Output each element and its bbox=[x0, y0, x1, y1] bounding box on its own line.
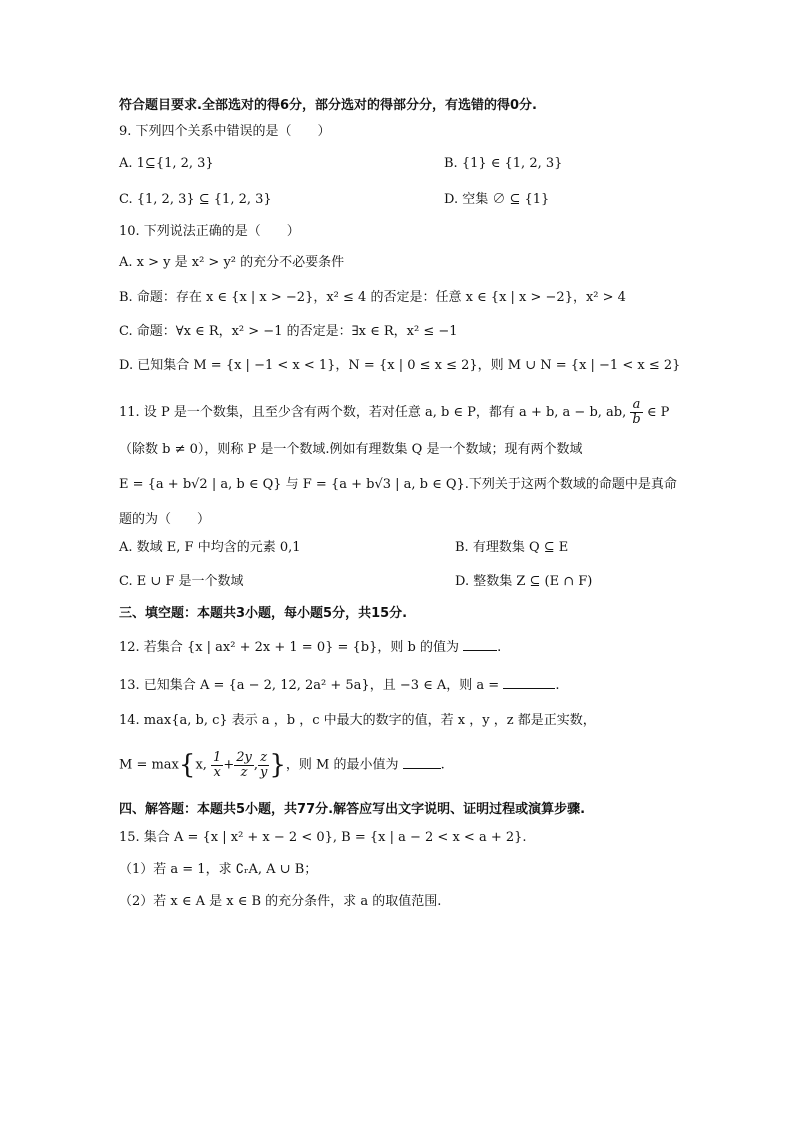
q12-answer-blank bbox=[463, 636, 497, 651]
q14-answer-blank bbox=[403, 754, 441, 769]
q11-set-f: F = {a + b√3 | a, b ∈ Q} bbox=[302, 477, 465, 492]
q14-frac-3 bbox=[258, 751, 269, 780]
q14-line2 bbox=[119, 750, 445, 781]
q14-line2-tail: ，则 M 的最小值为 bbox=[285, 757, 399, 773]
q10-option-b: B. 命题：存在 x ∈ {x | x > −2}，x² ≤ 4 的否定是：任意 x ∈ {x | x > −2}，x² > 4 bbox=[119, 290, 626, 305]
q14-plus: + bbox=[223, 757, 235, 773]
q13 bbox=[119, 674, 559, 696]
q14-left-brace: { bbox=[178, 750, 196, 780]
q15-part-1: （1）若 a = 1，求 ∁ᵣA, A ∪ B； bbox=[119, 862, 318, 877]
q11-line3 bbox=[119, 475, 677, 495]
q11-line2: （除数 b ≠ 0），则称 P 是一个数域.例如有理数集 Q 是一个数域；现有两个数域 bbox=[119, 442, 583, 457]
q14-frac-1-num: 1 bbox=[213, 749, 222, 765]
q14-m-max: M = max bbox=[119, 757, 179, 773]
q14-x: x, bbox=[195, 757, 207, 773]
q10-stem: 10. 下列说法正确的是（ ） bbox=[119, 224, 300, 239]
q11-set-e: E = {a + b√2 | a, b ∈ Q} bbox=[119, 477, 282, 492]
q12-tail: . bbox=[497, 640, 502, 655]
q14-frac-1 bbox=[211, 751, 223, 780]
section-4-heading: 四、解答题：本题共5小题，共77分.解答应写出文字说明、证明过程或演算步骤. bbox=[119, 802, 586, 817]
q14-frac-1-den: x bbox=[213, 764, 221, 780]
q15-part-2: （2）若 x ∈ A 是 x ∈ B 的充分条件，求 a 的取值范围. bbox=[119, 894, 442, 909]
q11-option-b: B. 有理数集 Q ⊆ E bbox=[455, 540, 569, 555]
scoring-intro: 符合题目要求.全部选对的得6分，部分选对的得部分分，有选错的得0分. bbox=[119, 98, 537, 113]
q12-text: 12. 若集合 {x | ax² + 2x + 1 = 0} = {b}，则 b 的值为 bbox=[119, 640, 459, 655]
q10-option-a: A. x > y 是 x² > y² 的充分不必要条件 bbox=[119, 255, 345, 270]
q9-option-b: B. {1} ∈ {1, 2, 3} bbox=[444, 156, 563, 171]
q11-stem-part1: 11. 设 P 是一个数集，且至少含有两个数，若对任意 a, b ∈ P，都有 a + b, a − b, ab, bbox=[119, 405, 627, 420]
q14-frac-3-num: z bbox=[258, 751, 269, 766]
q13-answer-blank bbox=[503, 674, 555, 689]
q11-option-a: A. 数域 E, F 中均含的元素 0,1 bbox=[119, 540, 301, 555]
q11-stem bbox=[119, 398, 669, 427]
q11-frac-den: b bbox=[632, 412, 641, 427]
q9-option-d: D. 空集 ∅ ⊆ {1} bbox=[444, 192, 550, 207]
q11-stem-part2: ∈ P bbox=[646, 405, 670, 420]
q14-line1: 14. max{a, b, c} 表示 a ，b ，c 中最大的数字的值，若 x ，y ，z 都是正实数， bbox=[119, 713, 596, 728]
q13-tail: . bbox=[555, 678, 560, 693]
q11-line4: 题的为（ ） bbox=[119, 512, 211, 527]
q14-comma: , bbox=[253, 757, 258, 773]
q10-option-c: C. 命题：∀x ∈ R，x² > −1 的否定是：∃x ∈ R，x² ≤ −1 bbox=[119, 324, 458, 339]
q11-fraction bbox=[630, 398, 642, 427]
q14-right-brace: } bbox=[269, 750, 286, 780]
q14-frac-2 bbox=[234, 751, 254, 780]
q11-line3-tail: .下列关于这两个数域的命题中是真命 bbox=[464, 477, 677, 492]
section-3-heading: 三、填空题：本题共3小题，每小题5分，共15分. bbox=[119, 606, 408, 621]
q11-option-d: D. 整数集 Z ⊆ (E ∩ F) bbox=[455, 574, 593, 589]
q14-frac-2-den: z bbox=[240, 764, 248, 780]
q12 bbox=[119, 636, 501, 658]
q13-text: 13. 已知集合 A = {a − 2, 12, 2a² + 5a}，且 −3 ∈ A，则 a = bbox=[119, 678, 500, 693]
q11-and: 与 bbox=[281, 477, 303, 492]
q9-option-c: C. {1, 2, 3} ⊆ {1, 2, 3} bbox=[119, 192, 272, 207]
q9-option-a: A. 1⊆{1, 2, 3} bbox=[119, 156, 214, 171]
q15-stem: 15. 集合 A = {x | x² + x − 2 < 0}, B = {x | a − 2 < x < a + 2}. bbox=[119, 830, 527, 845]
q14-frac-2-num: 2y bbox=[236, 749, 252, 765]
q9-stem: 9. 下列四个关系中错误的是（ ） bbox=[119, 124, 331, 139]
q11-option-c: C. E ∪ F 是一个数域 bbox=[119, 574, 244, 589]
q14-frac-3-den: y bbox=[260, 764, 268, 780]
q10-option-d: D. 已知集合 M = {x | −1 < x < 1}，N = {x | 0 ≤ x ≤ 2}，则 M ∪ N = {x | −1 < x ≤ 2} bbox=[119, 358, 681, 373]
q14-end: . bbox=[440, 757, 445, 773]
q11-frac-num: a bbox=[630, 398, 642, 413]
